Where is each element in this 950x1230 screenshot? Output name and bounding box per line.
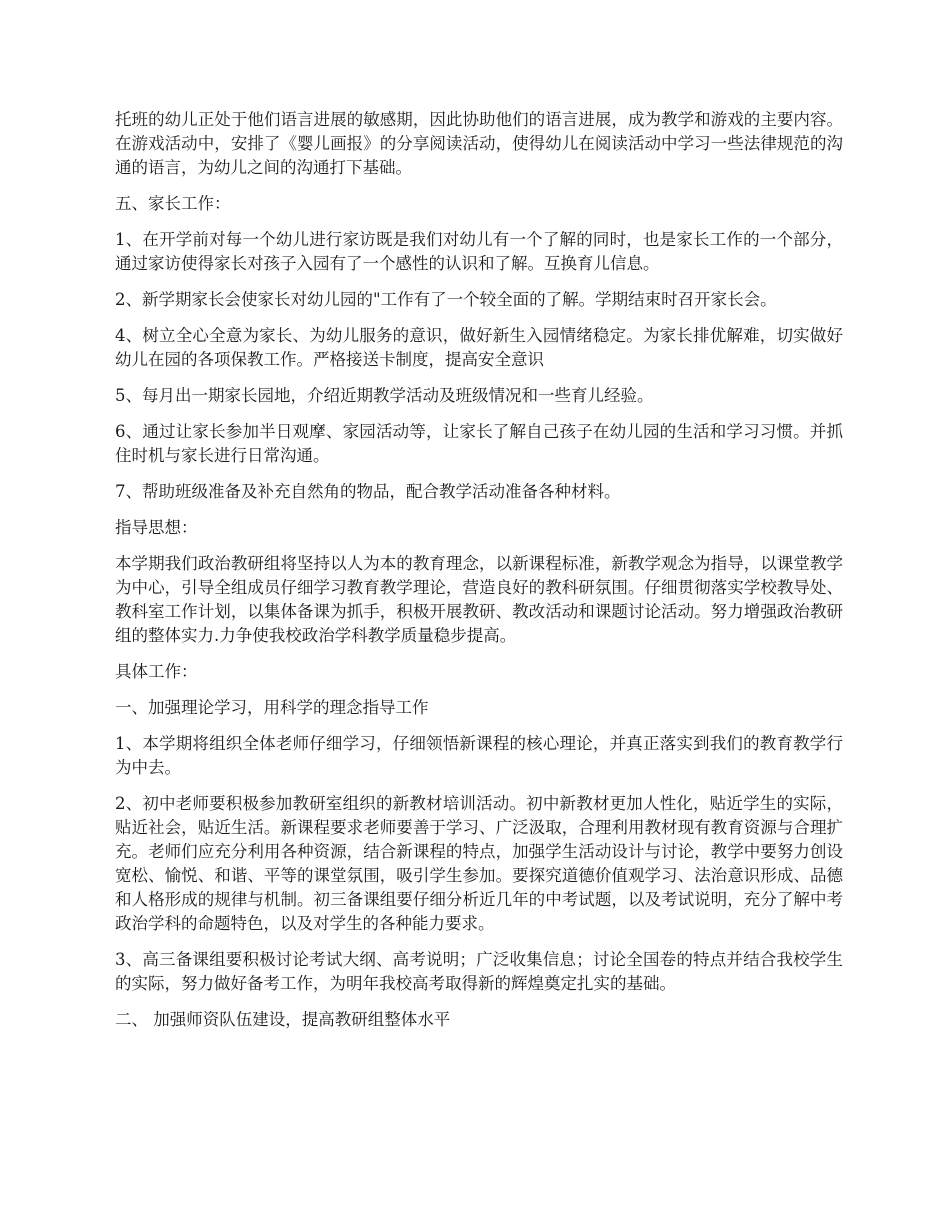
paragraph-theory-2: 2、初中老师要积极参加教研室组织的新教材培训活动。初中新教材更加人性化，贴近学生的实际，贴近社会，贴近生活。新课程要求老师要善于学习、广泛汲取，合理利用教材现有教育资源与合理扩充。老师们应充分利用各种资源，结合新课程的特点，加强学生活动设计与讨论，教学中要努力创设宽松、愉悦、和谐、平等的课堂氛围，吸引学生参加。要探究道德价值观学习、法治意识形成、品德和人格形成的规律与机制。初三备课组要仔细分析近几年的中考试题，以及考试说明，充分了解中考政治学科的命题特色，以及对学生的各种能力要求。 [115,794,843,933]
section-heading-guiding-thought: 指导思想： [115,518,198,537]
paragraph-intro-language: 托班的幼儿正处于他们语言进展的敏感期，因此协助他们的语言进展，成为教学和游戏的主要内容。在游戏活动中，安排了《婴儿画报》的分享阅读活动，使得幼儿在阅读活动中学习一些法律规范的沟通的语言，为幼儿之间的沟通打下基础。 [115,110,843,177]
paragraph-parent-5: 5、每月出一期家长园地，介绍近期教学活动及班级情况和一些育儿经验。 [115,386,654,405]
paragraph-parent-7: 7、帮助班级准备及补充自然角的物品，配合教学活动准备各种材料。 [115,482,621,501]
paragraph-parent-1: 1、在开学前对每一个幼儿进行家访既是我们对幼儿有一个了解的同时，也是家长工作的一个部分，通过家访使得家长对孩子入园有了一个感性的认识和了解。互换育儿信息。 [115,230,843,273]
paragraph-theory-1: 1、本学期将组织全体老师仔细学习，仔细领悟新课程的核心理论，并真正落实到我们的教育教学行为中去。 [115,734,843,777]
paragraph-parent-6: 6、通过让家长参加半日观摩、家园活动等，让家长了解自己孩子在幼儿园的生活和学习习惯。并抓住时机与家长进行日常沟通。 [115,422,843,465]
document-body [115,108,843,1044]
paragraph-guiding-thought: 本学期我们政治教研组将坚持以人为本的教育理念，以新课程标准，新教学观念为指导，以课堂教学为中心，引导全组成员仔细学习教育教学理论，营造良好的教科研氛围。仔细贯彻落实学校教导处、教科室工作计划，以集体备课为抓手，积极开展教研、教改活动和课题讨论活动。努力增强政治教研组的整体实力.力争使我校政治学科教学质量稳步提高。 [115,554,843,645]
paragraph-parent-4: 4、树立全心全意为家长、为幼儿服务的意识，做好新生入园情绪稳定。为家长排优解难，切实做好幼儿在园的各项保教工作。严格接送卡制度，提高安全意识 [115,326,843,369]
section-heading-teacher-team: 二、 加强师资队伍建设，提高教研组整体水平 [115,1010,451,1029]
section-heading-specific-work: 具体工作： [115,662,198,681]
paragraph-parent-2: 2、新学期家长会使家长对幼儿园的"工作有了一个较全面的了解。学期结束时召开家长会。 [115,290,777,309]
section-heading-parent-work: 五、家长工作： [115,194,231,213]
paragraph-theory-3: 3、高三备课组要积极讨论考试大纲、高考说明；广泛收集信息；讨论全国卷的特点并结合我校学生的实际，努力做好备考工作，为明年我校高考取得新的辉煌奠定扎实的基础。 [115,950,843,993]
section-heading-theory-study: 一、加强理论学习，用科学的理念指导工作 [115,698,429,717]
